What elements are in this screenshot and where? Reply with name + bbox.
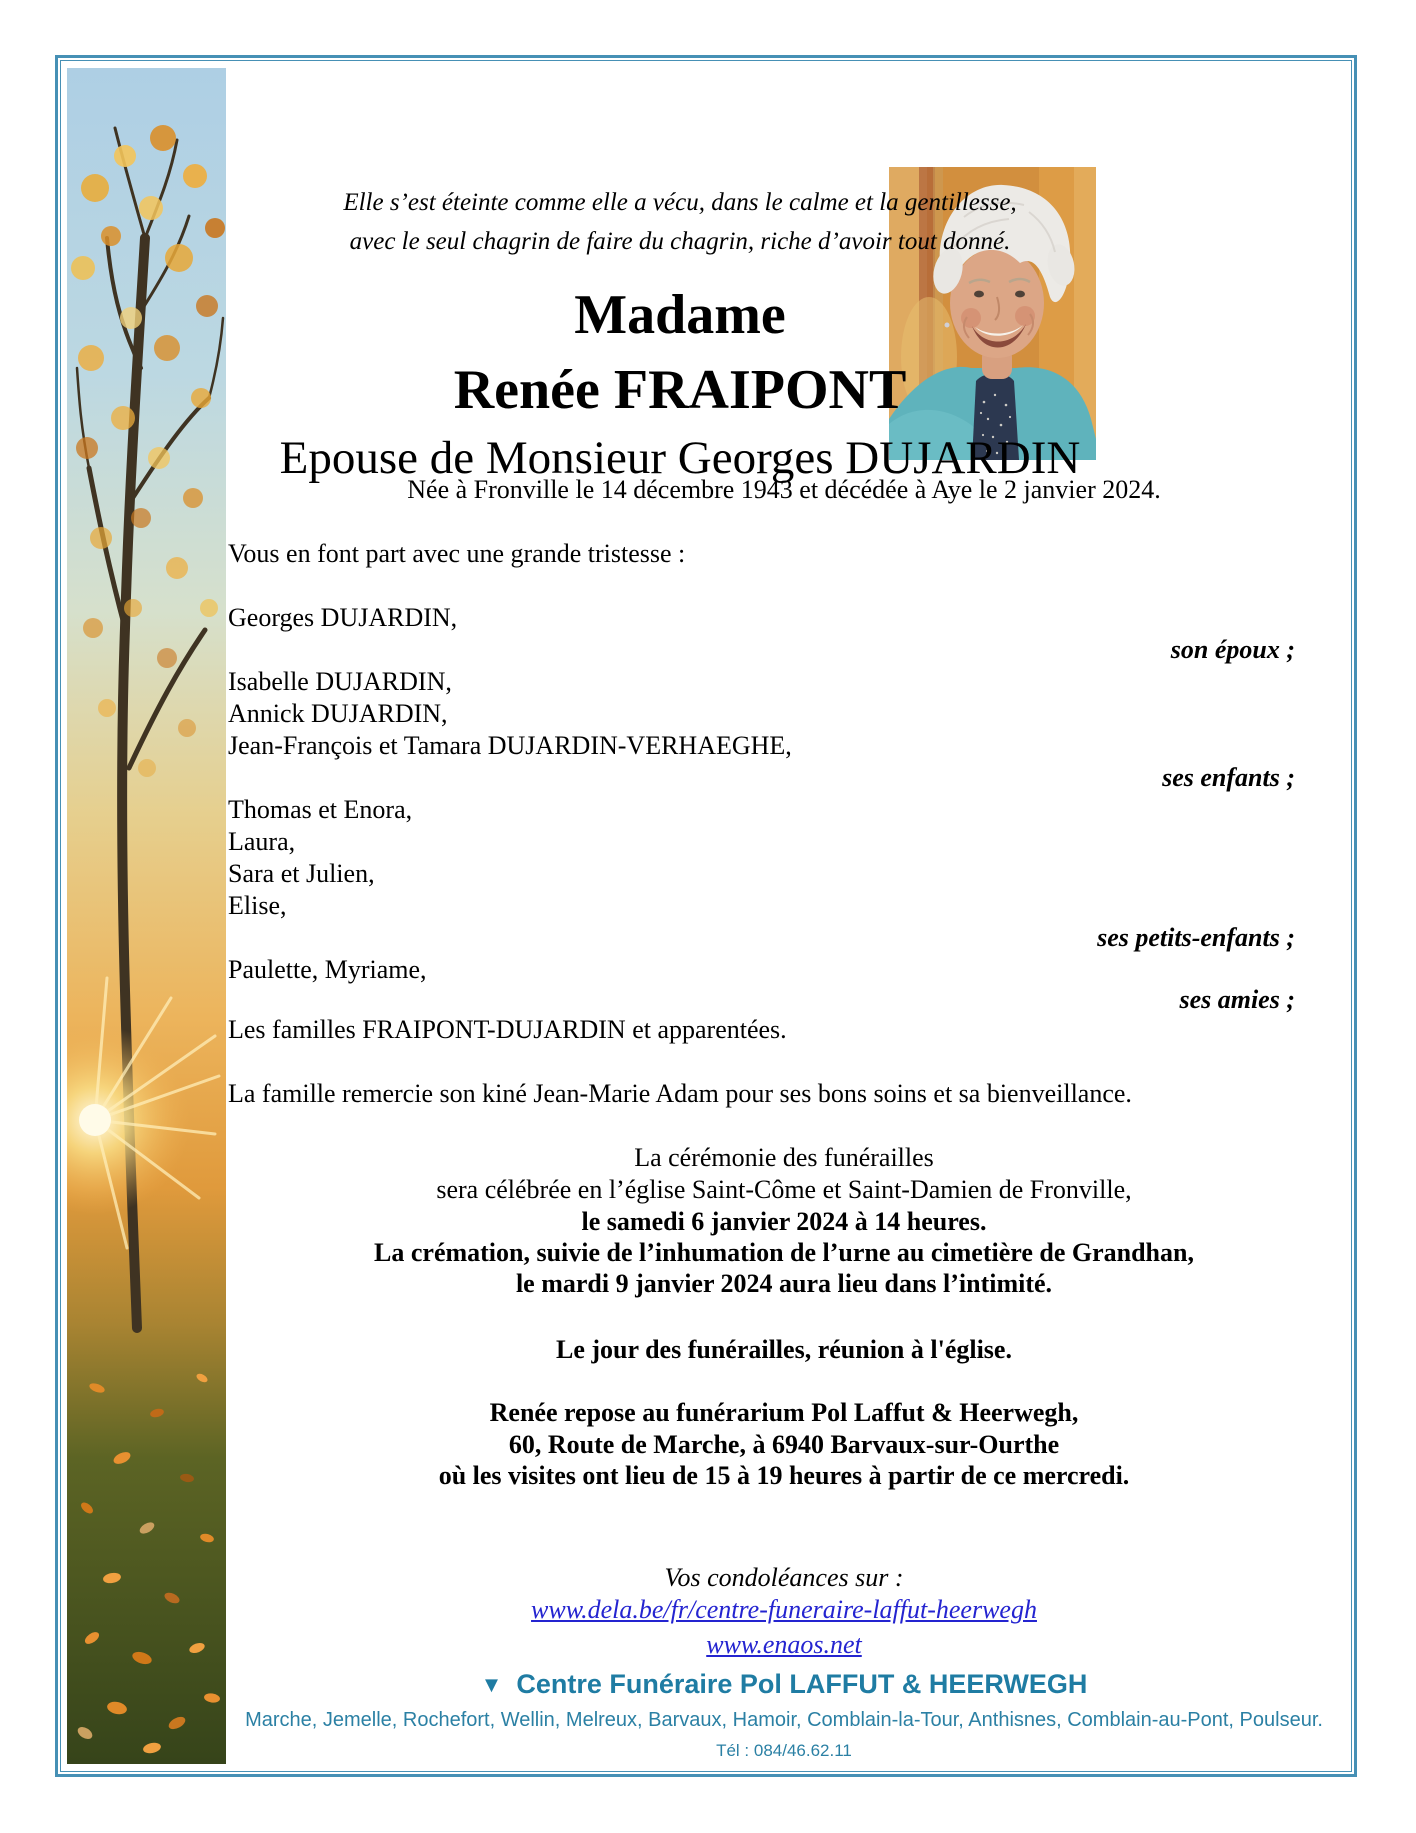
relation-label: son époux ;	[1170, 635, 1295, 664]
announcement-intro: Vous en font part avec une grande tristesse :	[228, 539, 686, 568]
repose-line-3: où les visites ont lieu de 15 à 19 heures à partir de ce mercredi.	[438, 1461, 1130, 1490]
family-name: Isabelle DUJARDIN,	[228, 667, 452, 696]
funeral-home-phone: Tél : 084/46.62.11	[716, 1741, 852, 1760]
repose-line-1: Renée repose au funérarium Pol Laffut & Heerwegh,	[489, 1398, 1079, 1427]
funeral-home-cities: Marche, Jemelle, Rochefort, Wellin, Melreux, Barvaux, Hamoir, Comblain-la-Tour, Anthisnes, Comblain-au-Pont, Poulseur.	[245, 1709, 1323, 1731]
triangle-down-icon: ▼	[480, 1672, 503, 1697]
title-madame: Madame	[574, 284, 786, 346]
family-name: Laura,	[228, 827, 296, 856]
epigraph-line-1: Elle s’est éteinte comme elle a vécu, dans le calme et la gentillesse,	[343, 189, 1017, 216]
cremation-line: La crémation, suivie de l’inhumation de l’urne au cimetière de Grandhan,	[374, 1238, 1194, 1267]
family-name: Paulette, Myriame,	[228, 955, 427, 984]
family-name: Jean-François et Tamara DUJARDIN-VERHAEGHE,	[228, 731, 792, 760]
family-name: Sara et Julien,	[228, 859, 375, 888]
condolences-link-enaos[interactable]: www.enaos.net	[706, 1630, 862, 1659]
birth-death-line: Née à Fronville le 14 décembre 1943 et décédée à Aye le 2 janvier 2024.	[407, 475, 1161, 504]
families-line: Les familles FRAIPONT-DUJARDIN et apparentées.	[228, 1015, 787, 1044]
deceased-name: Renée FRAIPONT	[453, 359, 907, 421]
spouse-line: Epouse de Monsieur Georges DUJARDIN	[279, 432, 1081, 484]
burial-date-line: le mardi 9 janvier 2024 aura lieu dans l’intimité.	[515, 1269, 1053, 1298]
content-area	[228, 0, 1340, 1833]
family-name: Annick DUJARDIN,	[228, 699, 448, 728]
funeral-home-brand	[228, 1668, 1340, 1701]
funeral-home-name: Centre Funéraire Pol LAFFUT & HEERWEGH	[516, 1669, 1088, 1699]
condolences-label: Vos condoléances sur :	[664, 1563, 904, 1592]
family-name: Thomas et Enora,	[228, 795, 413, 824]
relation-label: ses petits-enfants ;	[1097, 923, 1295, 952]
epigraph-line-2: avec le seul chagrin de faire du chagrin, riche d’avoir tout donné.	[349, 228, 1011, 255]
meeting-line: Le jour des funérailles, réunion à l'église.	[556, 1335, 1012, 1364]
ceremony-line-2: sera célébrée en l’église Saint-Côme et Saint-Damien de Fronville,	[436, 1175, 1132, 1204]
autumn-tree-photo	[67, 68, 226, 1764]
repose-line-2: 60, Route de Marche, à 6940 Barvaux-sur-Ourthe	[508, 1430, 1060, 1459]
condolences-link-wrap-2	[228, 1629, 1340, 1661]
relation-label: ses enfants ;	[1162, 763, 1295, 792]
ceremony-line-1: La cérémonie des funérailles	[634, 1143, 934, 1172]
relation-label: ses amies ;	[1179, 985, 1295, 1014]
family-name: Elise,	[228, 891, 287, 920]
condolences-link-dela[interactable]: www.dela.be/fr/centre-funeraire-laffut-heerwegh	[531, 1595, 1037, 1624]
family-name: Georges DUJARDIN,	[228, 603, 458, 632]
thanks-line: La famille remercie son kiné Jean-Marie Adam pour ses bons soins et sa bienveillance.	[228, 1079, 1132, 1108]
ceremony-date-line: le samedi 6 janvier 2024 à 14 heures.	[581, 1207, 987, 1236]
condolences-link-wrap-1	[228, 1594, 1340, 1626]
